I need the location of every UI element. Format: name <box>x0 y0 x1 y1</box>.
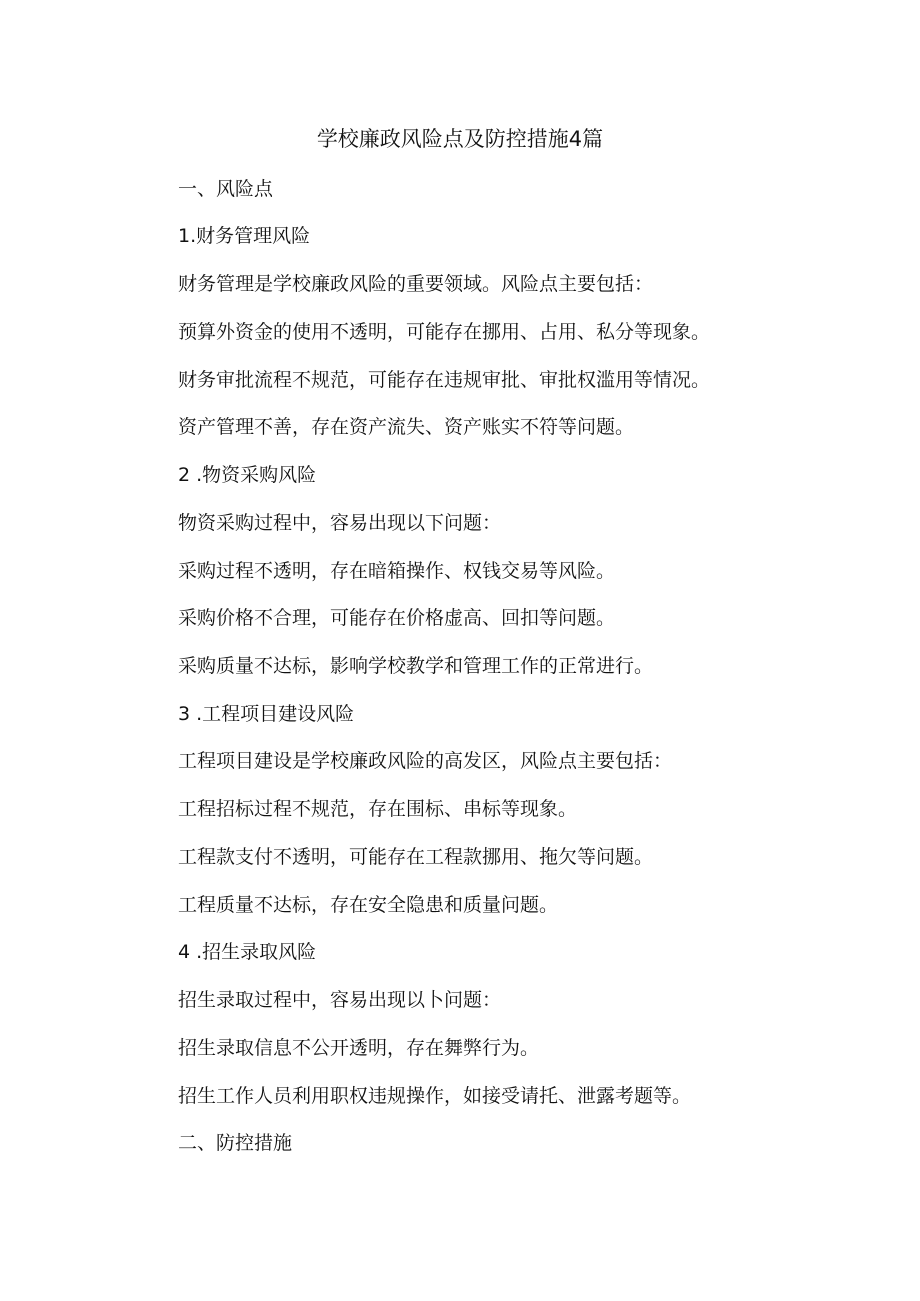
paragraph: 招生录取过程中，容易出现以卜问题： <box>178 989 502 1011</box>
subheading-admission-risk: 4 .招生录取风险 <box>178 941 317 963</box>
paragraph: 工程款支付不透明，可能存在工程款挪用、拖欠等问题。 <box>178 846 654 868</box>
paragraph: 采购价格不合理，可能存在价格虚高、回扣等问题。 <box>178 607 616 629</box>
document-title: 学校廉政风险点及防控措施4篇 <box>316 127 604 151</box>
paragraph: 工程项目建设是学校廉政风险的高发区，风险点主要包括： <box>178 750 673 772</box>
paragraph: 物资采购过程中，容易出现以下问题： <box>178 512 502 534</box>
section-heading-prevention-measures: 二、防控措施 <box>178 1132 293 1154</box>
subheading-financial-risk: 1.财务管理风险 <box>178 225 311 247</box>
subheading-construction-risk: 3 .工程项目建设风险 <box>178 703 355 725</box>
paragraph: 财务审批流程不规范，可能存在违规审批、审批权滥用等情况。 <box>178 369 711 391</box>
paragraph: 工程招标过程不规范，存在围标、串标等现象。 <box>178 798 578 820</box>
paragraph: 采购过程不透明，存在暗箱操作、权钱交易等风险。 <box>178 560 616 582</box>
paragraph: 招生工作人员利用职权违规操作，如接受请托、泄露考题等。 <box>178 1085 692 1107</box>
section-heading-risk-points: 一、风险点 <box>178 178 274 200</box>
paragraph: 招生录取信息不公开透明，存在舞弊行为。 <box>178 1037 540 1059</box>
paragraph: 资产管理不善，存在资产流失、资产账实不符等问题。 <box>178 416 635 438</box>
paragraph: 财务管理是学校廉政风险的重要领域。风险点主要包括： <box>178 273 654 295</box>
paragraph: 预算外资金的使用不透明，可能存在挪用、占用、私分等现象。 <box>178 321 711 343</box>
paragraph: 采购质量不达标，影响学校教学和管理工作的正常进行。 <box>178 655 654 677</box>
subheading-procurement-risk: 2 .物资采购风险 <box>178 464 317 486</box>
paragraph: 工程质量不达标，存在安全隐患和质量问题。 <box>178 894 559 916</box>
